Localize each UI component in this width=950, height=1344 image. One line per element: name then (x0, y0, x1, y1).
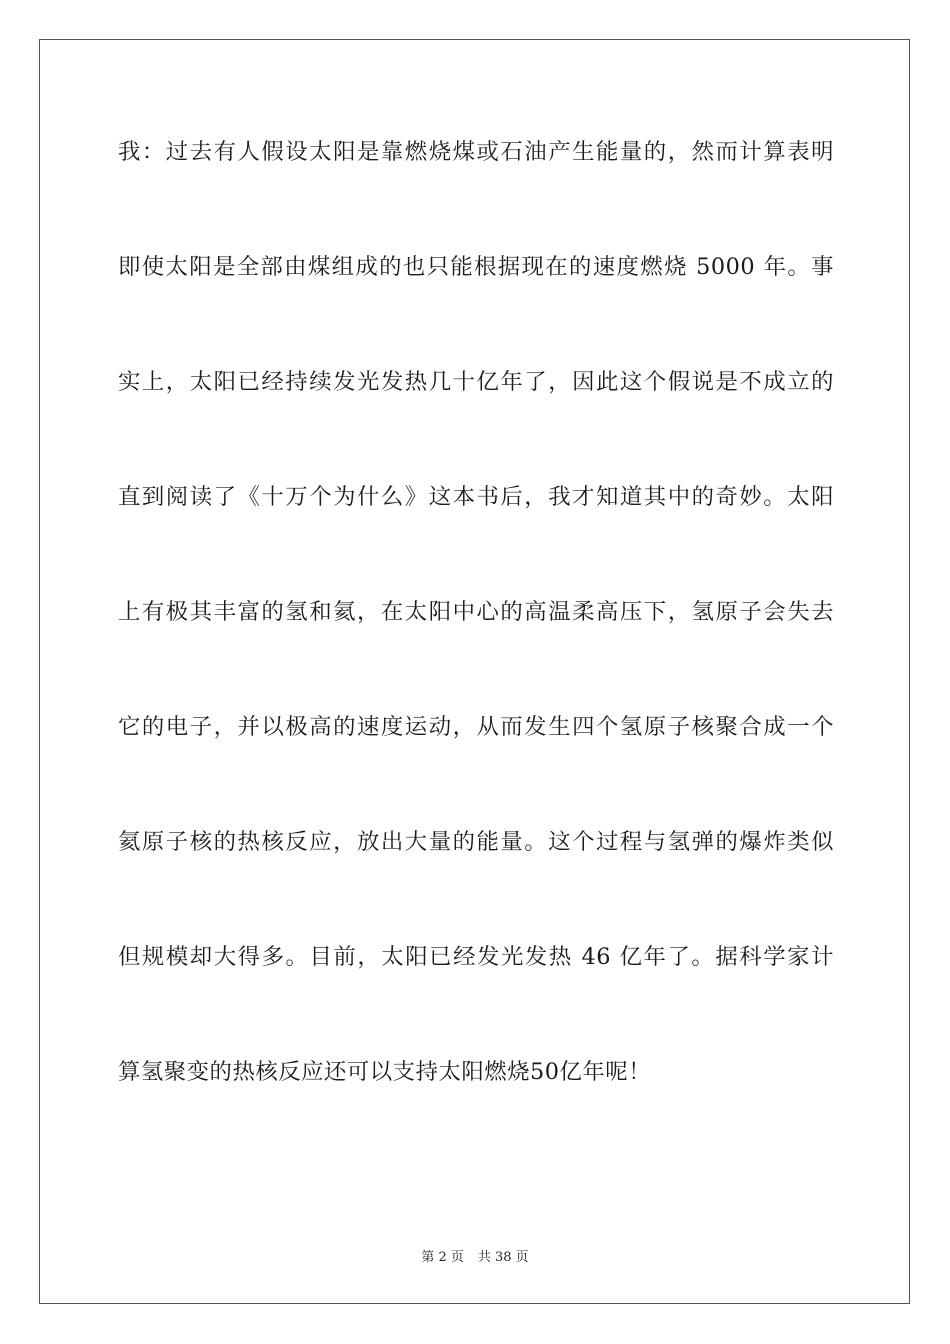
page-number: 第 2 页 (421, 1250, 464, 1265)
text-line-3: 实上，太阳已经持续发光发热几十亿年了，因此这个假说是不成立的 (118, 369, 834, 395)
document-body (118, 129, 834, 1164)
text-line-1: 我：过去有人假设太阳是靠燃烧煤或石油产生能量的，然而计算表明 (118, 139, 834, 165)
text-line-9: 算氢聚变的热核反应还可以支持太阳燃烧50亿年呢！ (118, 1059, 652, 1085)
text-line-4: 直到阅读了《十万个为什么》这本书后，我才知道其中的奇妙。太阳 (118, 484, 834, 510)
text-line-2: 即使太阳是全部由煤组成的也只能根据现在的速度燃烧 5000 年。事 (118, 254, 834, 280)
page-total: 共 38 页 (477, 1250, 529, 1265)
text-line-6: 它的电子，并以极高的速度运动，从而发生四个氢原子核聚合成一个 (118, 714, 834, 740)
text-line-7: 氦原子核的热核反应，放出大量的能量。这个过程与氢弹的爆炸类似 (118, 829, 834, 855)
text-line-5: 上有极其丰富的氢和氦，在太阳中心的高温柔高压下，氢原子会失去 (118, 599, 834, 625)
text-line-8: 但规模却大得多。目前，太阳已经发光发热 46 亿年了。据科学家计 (118, 944, 834, 970)
page-footer (0, 1246, 950, 1265)
